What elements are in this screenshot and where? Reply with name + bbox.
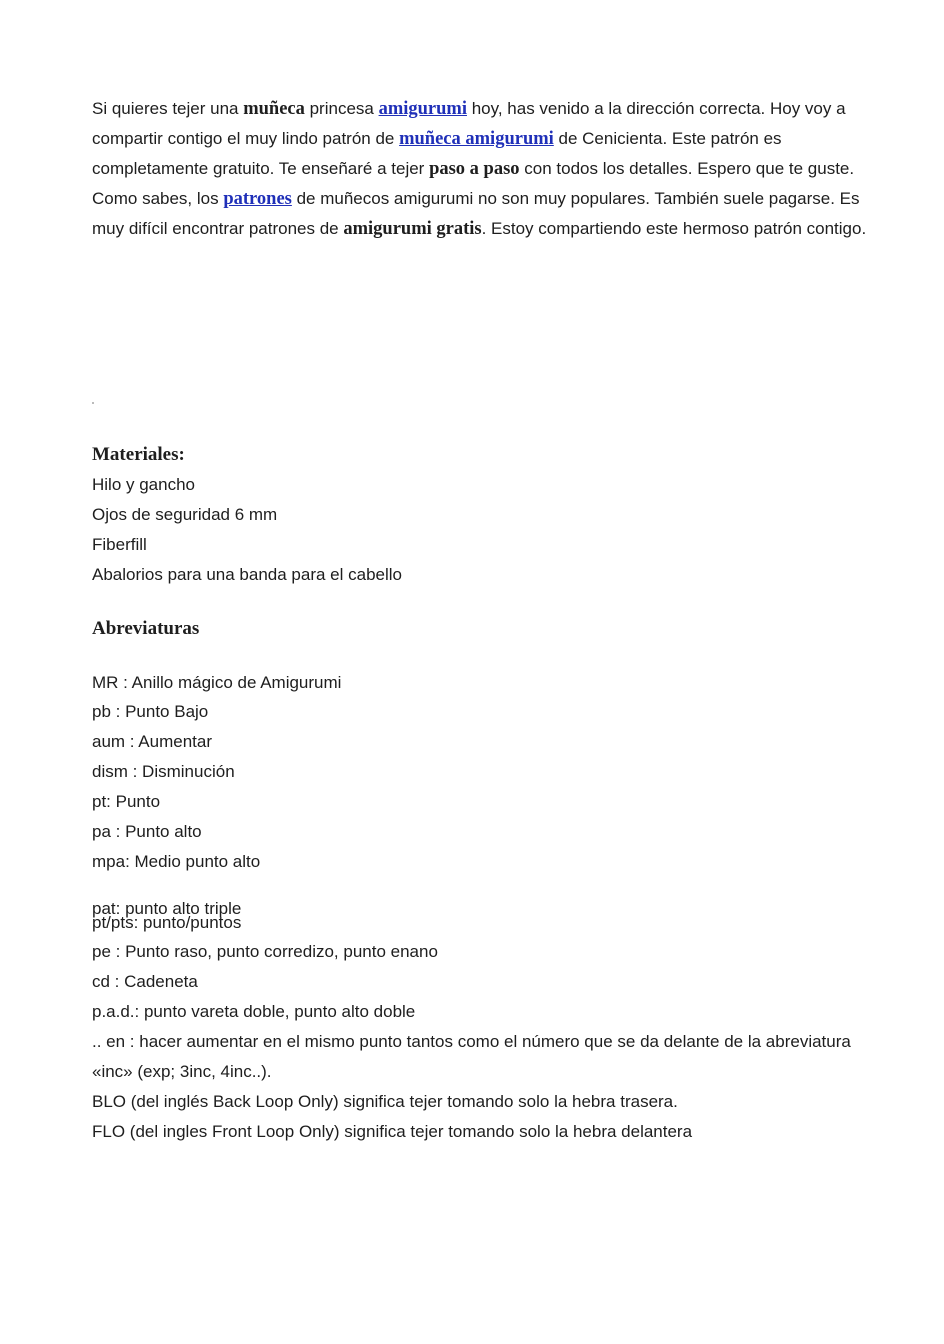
link-muneca-amigurumi[interactable]: muñeca amigurumi bbox=[399, 129, 554, 149]
materials-item: Abalorios para una banda para el cabello bbox=[92, 565, 403, 584]
intro-text: de Cenicienta. Este patrón es completamente gratuito. Te enseñaré a tejer bbox=[92, 129, 782, 178]
materials-item: Ojos de seguridad 6 mm bbox=[92, 505, 278, 524]
bold-term-muneca: muñeca bbox=[243, 99, 305, 119]
intro-text: Si quieres tejer una bbox=[92, 99, 244, 118]
bold-term-amigurumi-gratis: amigurumi gratis bbox=[343, 219, 482, 239]
abbreviation-item: pat: punto alto triple bbox=[92, 899, 242, 918]
abbreviations-heading: Abreviaturas bbox=[92, 618, 200, 639]
abbreviation-item: dism : Disminución bbox=[92, 762, 235, 781]
intro-section bbox=[92, 94, 872, 244]
intro-text: . Estoy compartiendo este hermoso patrón contigo. bbox=[481, 219, 867, 238]
bold-term-paso-a-paso: paso a paso bbox=[429, 159, 520, 179]
intro-text: Como sabes, los bbox=[92, 189, 224, 208]
intro-text: con todos los detalles. Espero que te guste. bbox=[519, 159, 855, 178]
abbreviation-item: BLO (del inglés Back Loop Only) significa tejer tomando solo la hebra trasera. bbox=[92, 1092, 678, 1111]
intro-text: princesa bbox=[304, 99, 379, 118]
abbreviation-item: pb : Punto Bajo bbox=[92, 702, 209, 721]
intro-text: hoy, has venido a la dirección correcta. Hoy voy a compartir contigo el muy lindo patrón de bbox=[92, 99, 846, 148]
abbreviation-item: aum : Aumentar bbox=[92, 732, 213, 751]
stray-dot bbox=[92, 402, 94, 404]
intro-text: de muñecos amigurumi no son muy populares. También suele pagarse. Es muy difícil encontrar patrones de bbox=[92, 189, 860, 238]
materials-item: Fiberfill bbox=[92, 535, 147, 554]
abbreviation-item: FLO (del ingles Front Loop Only) significa tejer tomando solo la hebra delantera bbox=[92, 1122, 693, 1141]
abbreviation-item: pt/pts: punto/puntos bbox=[92, 913, 242, 932]
abbreviation-item: pa : Punto alto bbox=[92, 822, 202, 841]
intro-paragraph-2 bbox=[92, 184, 872, 244]
abbreviation-item: .. en : hacer aumentar en el mismo punto tantos como el número que se da delante de la abreviatura «inc» (exp; 3inc, 4inc..). bbox=[92, 1032, 851, 1081]
materials-heading: Materiales: bbox=[92, 444, 185, 465]
materials-item: Hilo y gancho bbox=[92, 475, 196, 494]
intro-paragraph-1 bbox=[92, 94, 872, 184]
abbreviation-item: pe : Punto raso, punto corredizo, punto enano bbox=[92, 942, 438, 961]
abbreviation-item: p.a.d.: punto vareta doble, punto alto doble bbox=[92, 1002, 416, 1021]
abbreviation-item: mpa: Medio punto alto bbox=[92, 852, 261, 871]
abbreviation-item: cd : Cadeneta bbox=[92, 972, 198, 991]
abbreviation-item: pt: Punto bbox=[92, 792, 161, 811]
link-patrones[interactable]: patrones bbox=[223, 189, 292, 209]
link-amigurumi[interactable]: amigurumi bbox=[378, 99, 467, 119]
abbreviation-item: MR : Anillo mágico de Amigurumi bbox=[92, 673, 342, 692]
